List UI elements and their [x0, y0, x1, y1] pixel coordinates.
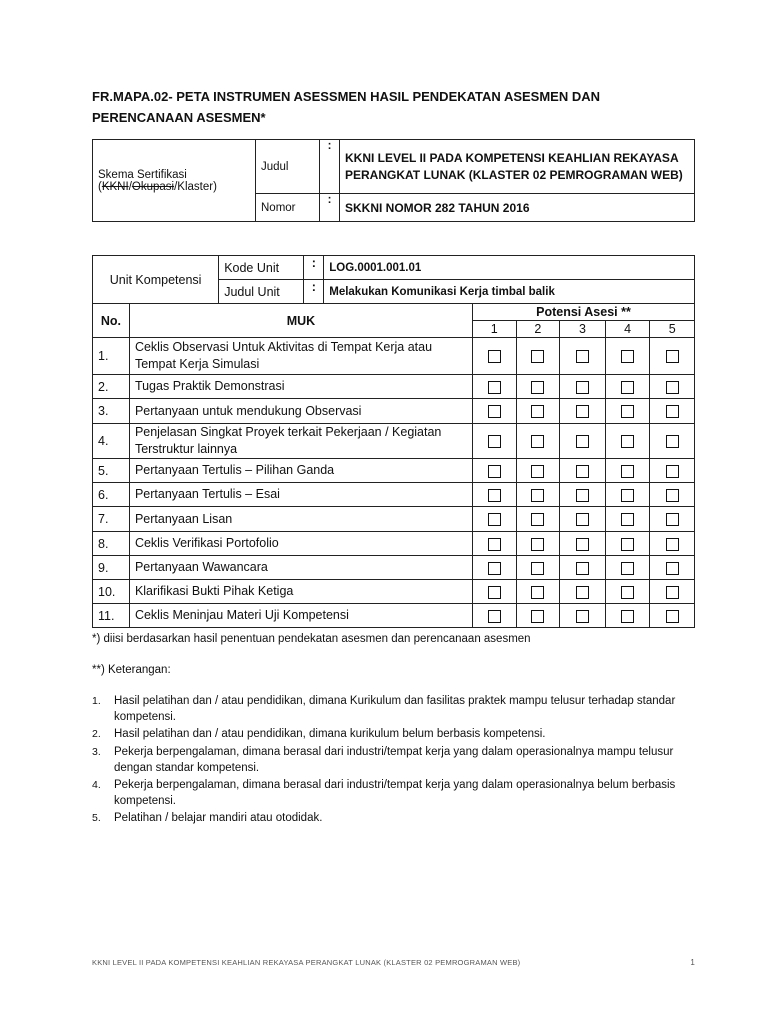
- row-number: 1.: [93, 338, 130, 375]
- potensi-checkbox[interactable]: [488, 489, 501, 502]
- row-number: 5.: [93, 459, 130, 483]
- list-item-text: Pekerja berpengalaman, dimana berasal dari industri/tempat kerja yang dalam operasionalnya mampu telusur dengan standar kompetensi.: [114, 745, 674, 774]
- potensi-cell: [516, 507, 560, 532]
- potensi-cell: [472, 532, 516, 556]
- potensi-cell: [650, 556, 695, 580]
- potensi-cell: [516, 375, 560, 399]
- potensi-cell: [605, 338, 650, 375]
- potensi-cell: [605, 556, 650, 580]
- potensi-cell: [605, 604, 650, 628]
- potensi-checkbox[interactable]: [531, 610, 544, 623]
- potensi-cell: [516, 532, 560, 556]
- potensi-cell: [472, 459, 516, 483]
- potensi-checkbox[interactable]: [488, 513, 501, 526]
- potensi-checkbox[interactable]: [666, 465, 679, 478]
- list-item: [92, 744, 702, 776]
- row-number: 10.: [93, 580, 130, 604]
- potensi-checkbox[interactable]: [621, 489, 634, 502]
- list-item-text: Pekerja berpengalaman, dimana berasal dari industri/tempat kerja yang dalam operasionalnya belum berbasis kompetensi.: [114, 779, 676, 808]
- potensi-checkbox[interactable]: [531, 562, 544, 575]
- potensi-checkbox[interactable]: [666, 381, 679, 394]
- document-title: FR.MAPA.02- PETA INSTRUMEN ASESSMEN HASIL PENDEKATAN ASESMEN DAN PERENCANAAN ASESMEN*: [92, 89, 601, 125]
- potensi-checkbox[interactable]: [488, 350, 501, 363]
- potensi-checkbox[interactable]: [576, 381, 589, 394]
- skema-table: [92, 139, 695, 222]
- potensi-cell: [605, 532, 650, 556]
- potensi-checkbox[interactable]: [621, 562, 634, 575]
- potensi-cell: [650, 399, 695, 424]
- potensi-checkbox[interactable]: [666, 610, 679, 623]
- potensi-cell: [650, 532, 695, 556]
- potensi-cell: [605, 483, 650, 507]
- potensi-cell: [516, 338, 560, 375]
- muk-name: Pertanyaan Lisan: [129, 507, 472, 532]
- potensi-cell: [650, 375, 695, 399]
- judul-unit-value: Melakukan Komunikasi Kerja timbal balik: [324, 280, 695, 304]
- table-row: [93, 604, 695, 628]
- row-number: 2.: [93, 375, 130, 399]
- table-row: [93, 556, 695, 580]
- potensi-checkbox[interactable]: [666, 513, 679, 526]
- muk-table: [92, 255, 695, 628]
- potensi-checkbox[interactable]: [531, 350, 544, 363]
- list-item-text: Hasil pelatihan dan / atau pendidikan, dimana kurikulum belum berbasis kompetensi.: [114, 728, 546, 741]
- potensi-checkbox[interactable]: [621, 435, 634, 448]
- potensi-checkbox[interactable]: [531, 435, 544, 448]
- muk-name: Penjelasan Singkat Proyek terkait Pekerjaan / Kegiatan Terstruktur lainnya: [129, 424, 472, 459]
- potensi-cell: [605, 507, 650, 532]
- potensi-checkbox[interactable]: [621, 513, 634, 526]
- muk-name: Ceklis Meninjau Materi Uji Kompetensi: [129, 604, 472, 628]
- potensi-checkbox[interactable]: [666, 489, 679, 502]
- potensi-checkbox[interactable]: [621, 405, 634, 418]
- table-row: [93, 459, 695, 483]
- potensi-checkbox[interactable]: [531, 538, 544, 551]
- potensi-checkbox[interactable]: [576, 513, 589, 526]
- list-item-number: 5.: [92, 812, 101, 825]
- potensi-checkbox[interactable]: [666, 562, 679, 575]
- list-item: [92, 726, 702, 742]
- keterangan-list: [92, 693, 702, 828]
- muk-name: Pertanyaan Wawancara: [129, 556, 472, 580]
- table-row: [93, 507, 695, 532]
- potensi-checkbox[interactable]: [666, 405, 679, 418]
- okupasi-struck: Okupasi: [131, 180, 175, 193]
- colon: :: [304, 280, 324, 304]
- potensi-cell: [560, 338, 606, 375]
- potensi-cell: [650, 483, 695, 507]
- potensi-cell: [605, 399, 650, 424]
- row-number: 3.: [93, 399, 130, 424]
- potensi-cell: [472, 604, 516, 628]
- kode-unit-value: LOG.0001.001.01: [324, 256, 695, 280]
- potensi-checkbox[interactable]: [576, 350, 589, 363]
- judul-label: Judul: [256, 140, 320, 194]
- list-item-number: 1.: [92, 695, 101, 707]
- table-row: [93, 338, 695, 375]
- potensi-checkbox[interactable]: [576, 538, 589, 551]
- potensi-cell: [472, 424, 516, 459]
- potensi-cell: [560, 556, 606, 580]
- potensi-checkbox[interactable]: [488, 610, 501, 623]
- colon: :: [304, 256, 324, 280]
- potensi-checkbox[interactable]: [531, 586, 544, 599]
- muk-name: Pertanyaan untuk mendukung Observasi: [129, 399, 472, 424]
- list-item-number: 2.: [92, 728, 101, 741]
- potensi-checkbox[interactable]: [576, 465, 589, 478]
- potensi-checkbox[interactable]: [531, 489, 544, 502]
- potensi-cell: [516, 399, 560, 424]
- potensi-cell: [472, 507, 516, 532]
- colon: :: [320, 140, 340, 194]
- table-row: [93, 424, 695, 459]
- potensi-checkbox[interactable]: [576, 489, 589, 502]
- row-number: 9.: [93, 556, 130, 580]
- potensi-cell: [650, 338, 695, 375]
- potensi-checkbox[interactable]: [621, 350, 634, 363]
- potensi-checkbox[interactable]: [666, 538, 679, 551]
- footer-text: KKNI LEVEL II PADA KOMPETENSI KEAHLIAN REKAYASA PERANGKAT LUNAK (KLASTER 02 PEMROGRAMAN WEB): [92, 958, 521, 967]
- potensi-cell: [560, 399, 606, 424]
- table-row: [93, 580, 695, 604]
- level-header: 5: [650, 321, 695, 338]
- muk-name: Pertanyaan Tertulis – Esai: [129, 483, 472, 507]
- skema-label-cell: [93, 140, 256, 222]
- potensi-cell: [650, 604, 695, 628]
- skema-label: Skema Sertifikasi: [98, 168, 187, 181]
- row-number: 11.: [93, 604, 130, 628]
- potensi-cell: [560, 375, 606, 399]
- judul-unit-label: Judul Unit: [219, 280, 304, 304]
- potensi-checkbox[interactable]: [531, 513, 544, 526]
- row-number: 8.: [93, 532, 130, 556]
- nomor-label: Nomor: [256, 194, 320, 222]
- potensi-cell: [650, 580, 695, 604]
- level-header: 4: [605, 321, 650, 338]
- potensi-cell: [605, 375, 650, 399]
- potensi-cell: [472, 483, 516, 507]
- potensi-cell: [516, 580, 560, 604]
- potensi-checkbox[interactable]: [666, 435, 679, 448]
- potensi-checkbox[interactable]: [488, 465, 501, 478]
- potensi-cell: [560, 580, 606, 604]
- potensi-checkbox[interactable]: [531, 465, 544, 478]
- footnote: *) diisi berdasarkan hasil penentuan pendekatan asesmen dan perencanaan asesmen: [92, 633, 531, 645]
- list-item: [92, 810, 702, 826]
- list-item-text: Hasil pelatihan dan / atau pendidikan, dimana Kurikulum dan fasilitas praktek mampu telusur terhadap standar kompetensi.: [114, 695, 676, 724]
- potensi-cell: [650, 424, 695, 459]
- page-footer: [92, 958, 695, 967]
- muk-name: Tugas Praktik Demonstrasi: [129, 375, 472, 399]
- potensi-checkbox[interactable]: [488, 405, 501, 418]
- potensi-checkbox[interactable]: [576, 610, 589, 623]
- potensi-cell: [516, 556, 560, 580]
- potensi-cell: [560, 459, 606, 483]
- potensi-cell: [516, 424, 560, 459]
- potensi-cell: [472, 580, 516, 604]
- potensi-cell: [516, 604, 560, 628]
- potensi-cell: [472, 375, 516, 399]
- list-item: [92, 777, 702, 809]
- potensi-cell: [472, 338, 516, 375]
- table-row: [93, 399, 695, 424]
- kkni-struck: KKNI: [101, 180, 129, 193]
- nomor-value: SKKNI NOMOR 282 TAHUN 2016: [340, 194, 695, 222]
- potensi-cell: [516, 459, 560, 483]
- potensi-checkbox[interactable]: [621, 538, 634, 551]
- potensi-checkbox[interactable]: [488, 381, 501, 394]
- muk-name: Pertanyaan Tertulis – Pilihan Ganda: [129, 459, 472, 483]
- potensi-checkbox[interactable]: [666, 350, 679, 363]
- potensi-cell: [560, 424, 606, 459]
- potensi-checkbox[interactable]: [576, 562, 589, 575]
- unit-kompetensi-label: Unit Kompetensi: [93, 256, 219, 304]
- potensi-checkbox[interactable]: [488, 435, 501, 448]
- potensi-checkbox[interactable]: [488, 538, 501, 551]
- col-no-header: No.: [93, 304, 130, 338]
- list-item: [92, 693, 702, 725]
- potensi-checkbox[interactable]: [576, 586, 589, 599]
- list-item-number: 3.: [92, 745, 101, 758]
- muk-name: Ceklis Observasi Untuk Aktivitas di Tempat Kerja atau Tempat Kerja Simulasi: [129, 338, 472, 375]
- potensi-checkbox[interactable]: [666, 586, 679, 599]
- potensi-cell: [605, 424, 650, 459]
- potensi-checkbox[interactable]: [576, 435, 589, 448]
- potensi-checkbox[interactable]: [576, 405, 589, 418]
- row-number: 7.: [93, 507, 130, 532]
- list-item-number: 4.: [92, 779, 101, 792]
- potensi-cell: [560, 604, 606, 628]
- judul-value: KKNI LEVEL II PADA KOMPETENSI KEAHLIAN REKAYASA PERANGKAT LUNAK (KLASTER 02 PEMROGRAMAN WEB): [340, 140, 695, 194]
- level-header: 3: [560, 321, 606, 338]
- table-row: [93, 483, 695, 507]
- potensi-checkbox[interactable]: [621, 381, 634, 394]
- potensi-checkbox[interactable]: [531, 405, 544, 418]
- kode-unit-label: Kode Unit: [219, 256, 304, 280]
- table-row: [93, 375, 695, 399]
- potensi-checkbox[interactable]: [621, 586, 634, 599]
- page-number: 1: [690, 958, 695, 967]
- table-row: [93, 532, 695, 556]
- potensi-cell: [516, 483, 560, 507]
- potensi-checkbox[interactable]: [488, 562, 501, 575]
- potensi-cell: [650, 507, 695, 532]
- skema-sublabel: (KKNI/Okupasi/Klaster): [98, 180, 217, 193]
- potensi-checkbox[interactable]: [621, 465, 634, 478]
- level-header: 2: [516, 321, 560, 338]
- muk-name: Klarifikasi Bukti Pihak Ketiga: [129, 580, 472, 604]
- potensi-checkbox[interactable]: [621, 610, 634, 623]
- colon: :: [320, 194, 340, 222]
- potensi-cell: [605, 459, 650, 483]
- potensi-cell: [472, 399, 516, 424]
- potensi-cell: [472, 556, 516, 580]
- keterangan-title: **) Keterangan:: [92, 664, 171, 676]
- potensi-cell: [560, 483, 606, 507]
- level-header: 1: [472, 321, 516, 338]
- muk-name: Ceklis Verifikasi Portofolio: [129, 532, 472, 556]
- potensi-cell: [650, 459, 695, 483]
- col-muk-header: MUK: [129, 304, 472, 338]
- row-number: 4.: [93, 424, 130, 459]
- potensi-checkbox[interactable]: [531, 381, 544, 394]
- potensi-cell: [605, 580, 650, 604]
- row-number: 6.: [93, 483, 130, 507]
- col-potensi-header: Potensi Asesi **: [472, 304, 694, 321]
- potensi-cell: [560, 532, 606, 556]
- list-item-text: Pelatihan / belajar mandiri atau otodidak.: [114, 812, 323, 825]
- muk-rows: [93, 338, 695, 628]
- potensi-cell: [560, 507, 606, 532]
- potensi-checkbox[interactable]: [488, 586, 501, 599]
